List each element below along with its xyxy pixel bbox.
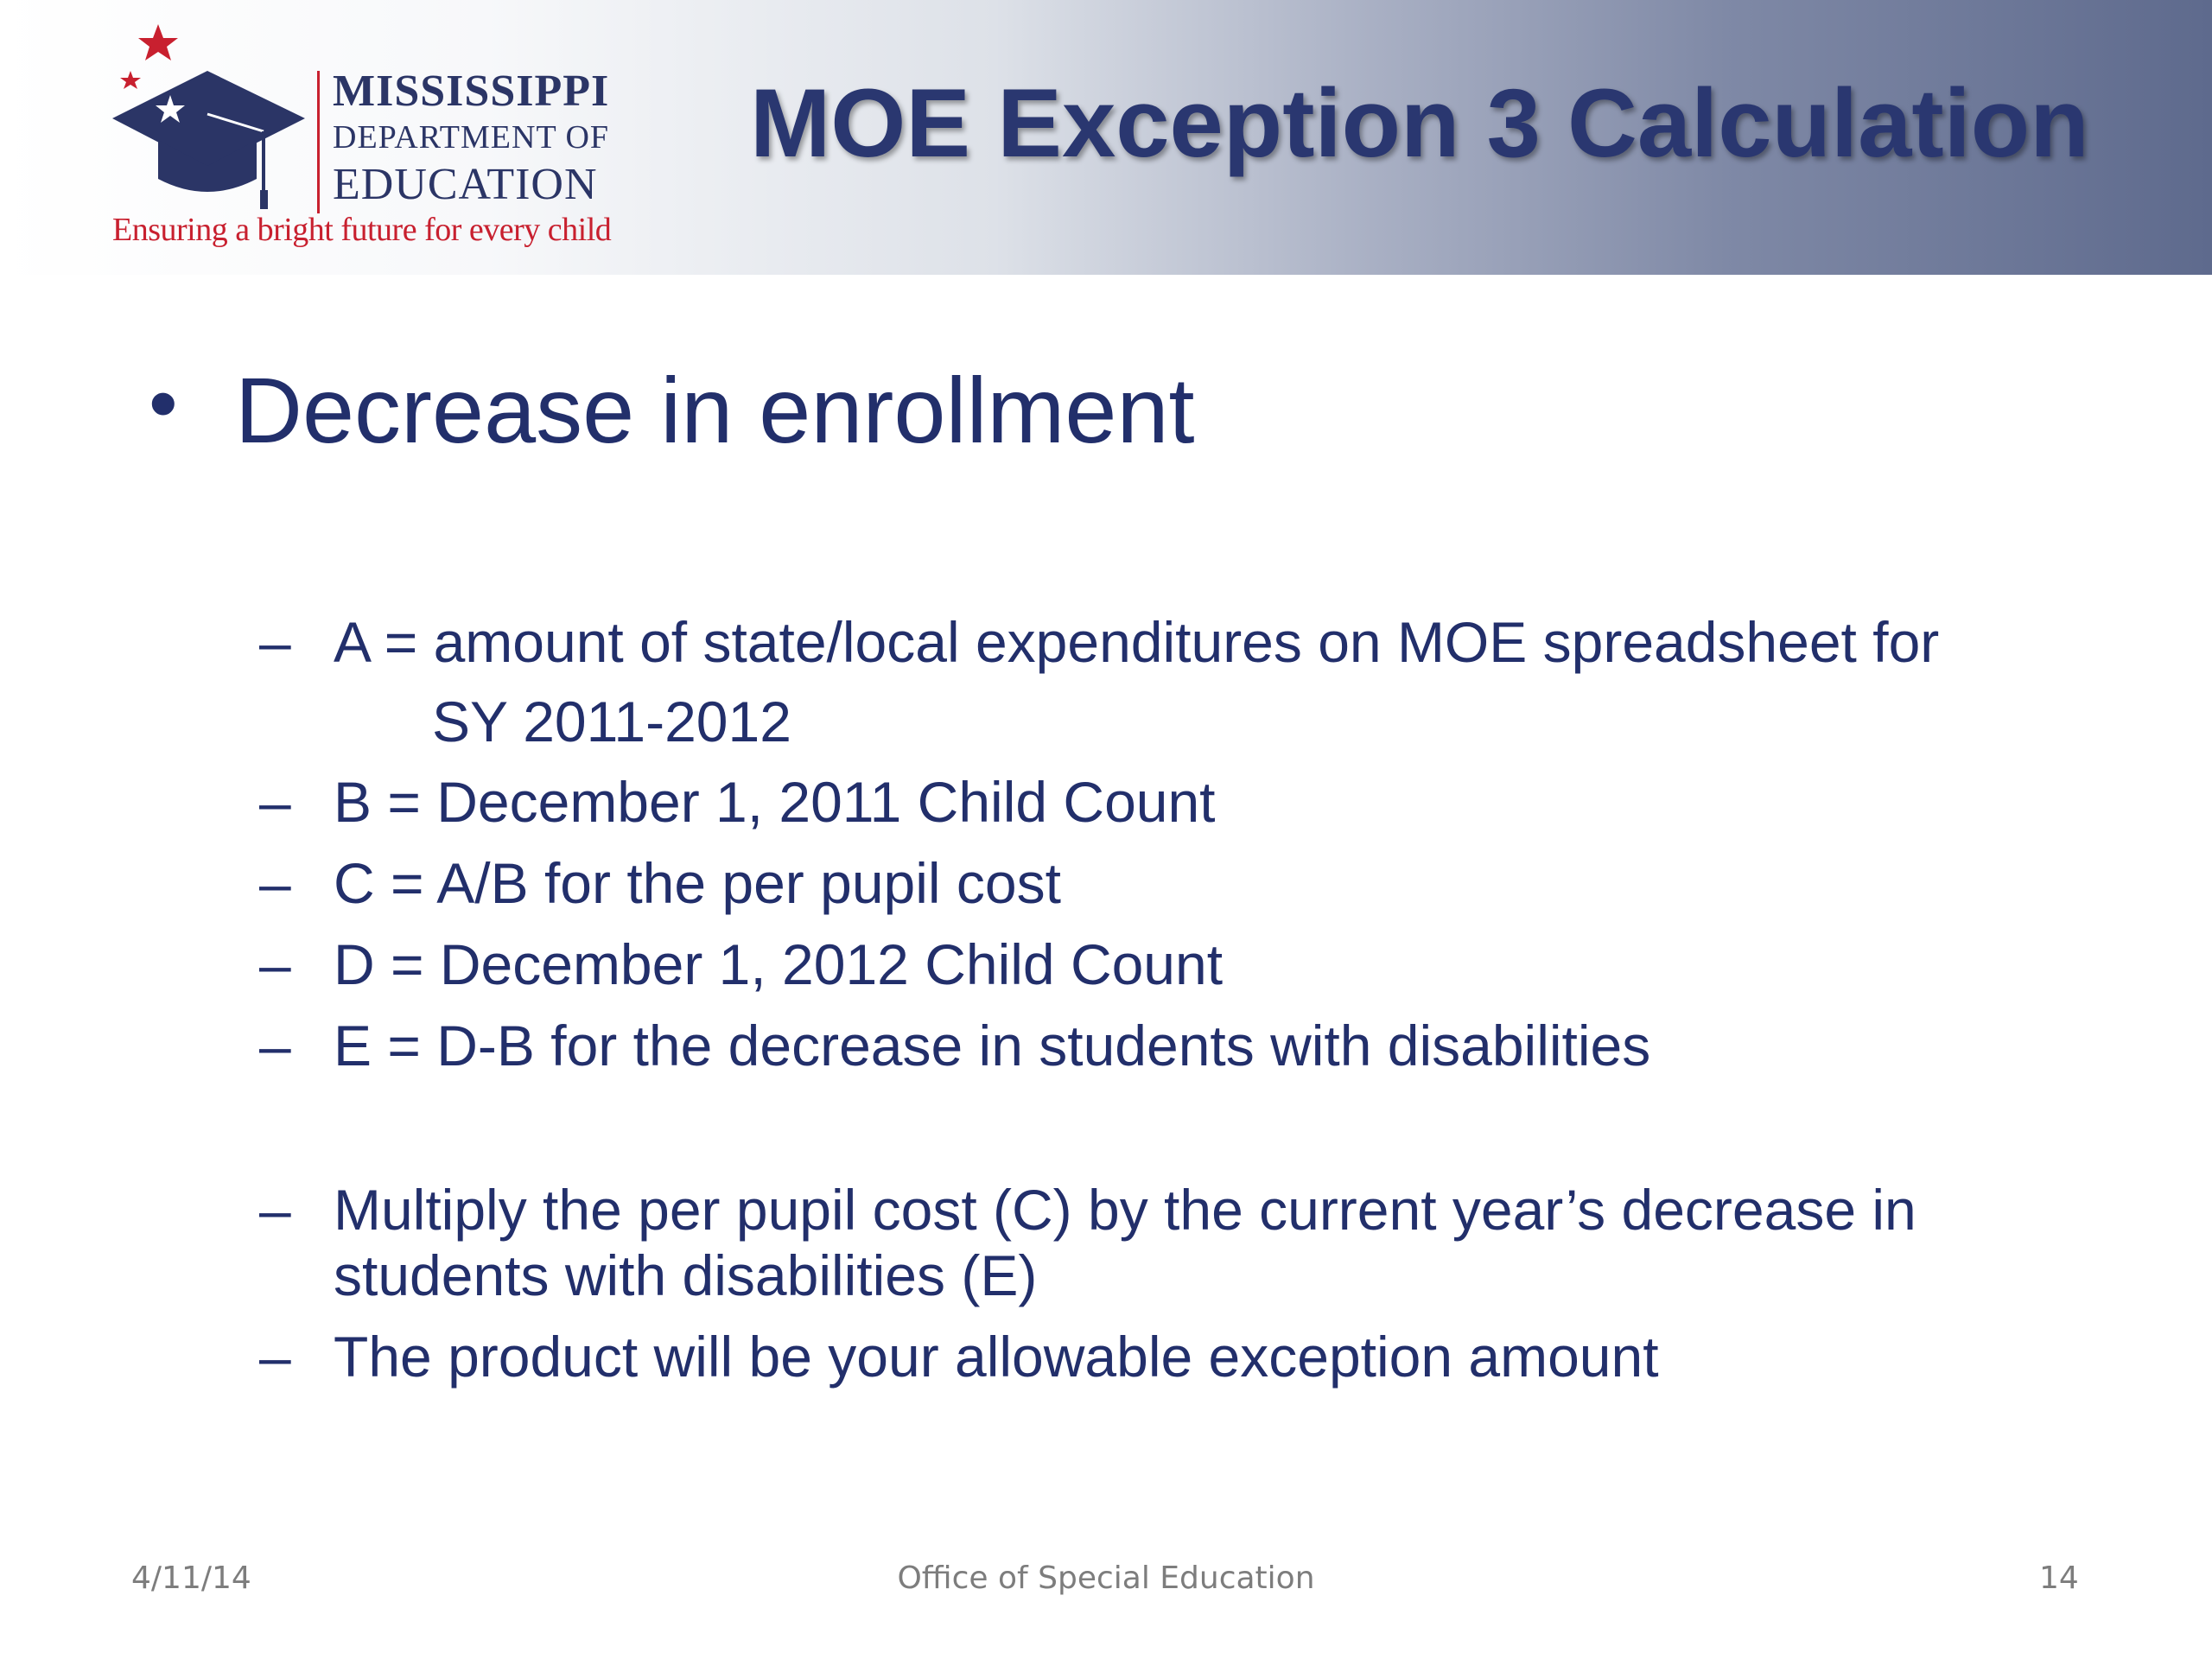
footer-center-text: Office of Special Education <box>897 1560 1315 1596</box>
dash-icon: – <box>259 932 291 996</box>
slide-header <box>0 0 2212 275</box>
logo-line-education: EDUCATION <box>333 160 598 209</box>
logo-text <box>333 69 609 207</box>
sub-item-text: B = December 1, 2011 Child Count <box>334 770 1216 834</box>
cap-board <box>112 71 305 168</box>
dash-icon: – <box>259 1325 291 1389</box>
main-bullet-text: Decrease in enrollment <box>235 358 1195 462</box>
sub-item-text: C = A/B for the per pupil cost <box>334 851 1061 915</box>
footer-page-number: 14 <box>2039 1560 2079 1596</box>
sub-item-text: Multiply the per pupil cost (C) by the current year’s decrease in <box>334 1178 1916 1242</box>
dash-icon: – <box>259 610 291 674</box>
dash-icon: – <box>259 851 291 915</box>
logo-tagline: Ensuring a bright future for every child <box>112 212 612 248</box>
dash-icon: – <box>259 1178 291 1242</box>
sub-item-continuation: students with disabilities (E) <box>334 1243 1038 1307</box>
bullet-icon: • <box>149 357 178 449</box>
sub-item-text: E = D-B for the decrease in students with disabilities <box>334 1014 1651 1077</box>
dash-icon: – <box>259 1014 291 1077</box>
mde-logo <box>108 19 635 265</box>
logo-line-department: DEPARTMENT OF <box>333 119 610 156</box>
sub-item-text: The product will be your allowable exception amount <box>334 1325 1659 1389</box>
sub-item-text: D = December 1, 2012 Child Count <box>334 932 1224 996</box>
graduation-cap-icon <box>108 19 315 218</box>
dash-icon: – <box>259 770 291 834</box>
sub-item-text: A = amount of state/local expenditures on MOE spreadsheet for <box>334 610 1940 674</box>
logo-line-mississippi: MISSISSIPPI <box>333 67 610 116</box>
red-star-small-icon <box>120 71 141 89</box>
logo-divider <box>317 71 320 213</box>
slide-title: MOE Exception 3 Calculation <box>750 69 2089 177</box>
red-star-icon <box>138 24 178 60</box>
footer-date: 4/11/14 <box>131 1560 251 1596</box>
sub-item-continuation: SY 2011-2012 <box>432 690 791 753</box>
